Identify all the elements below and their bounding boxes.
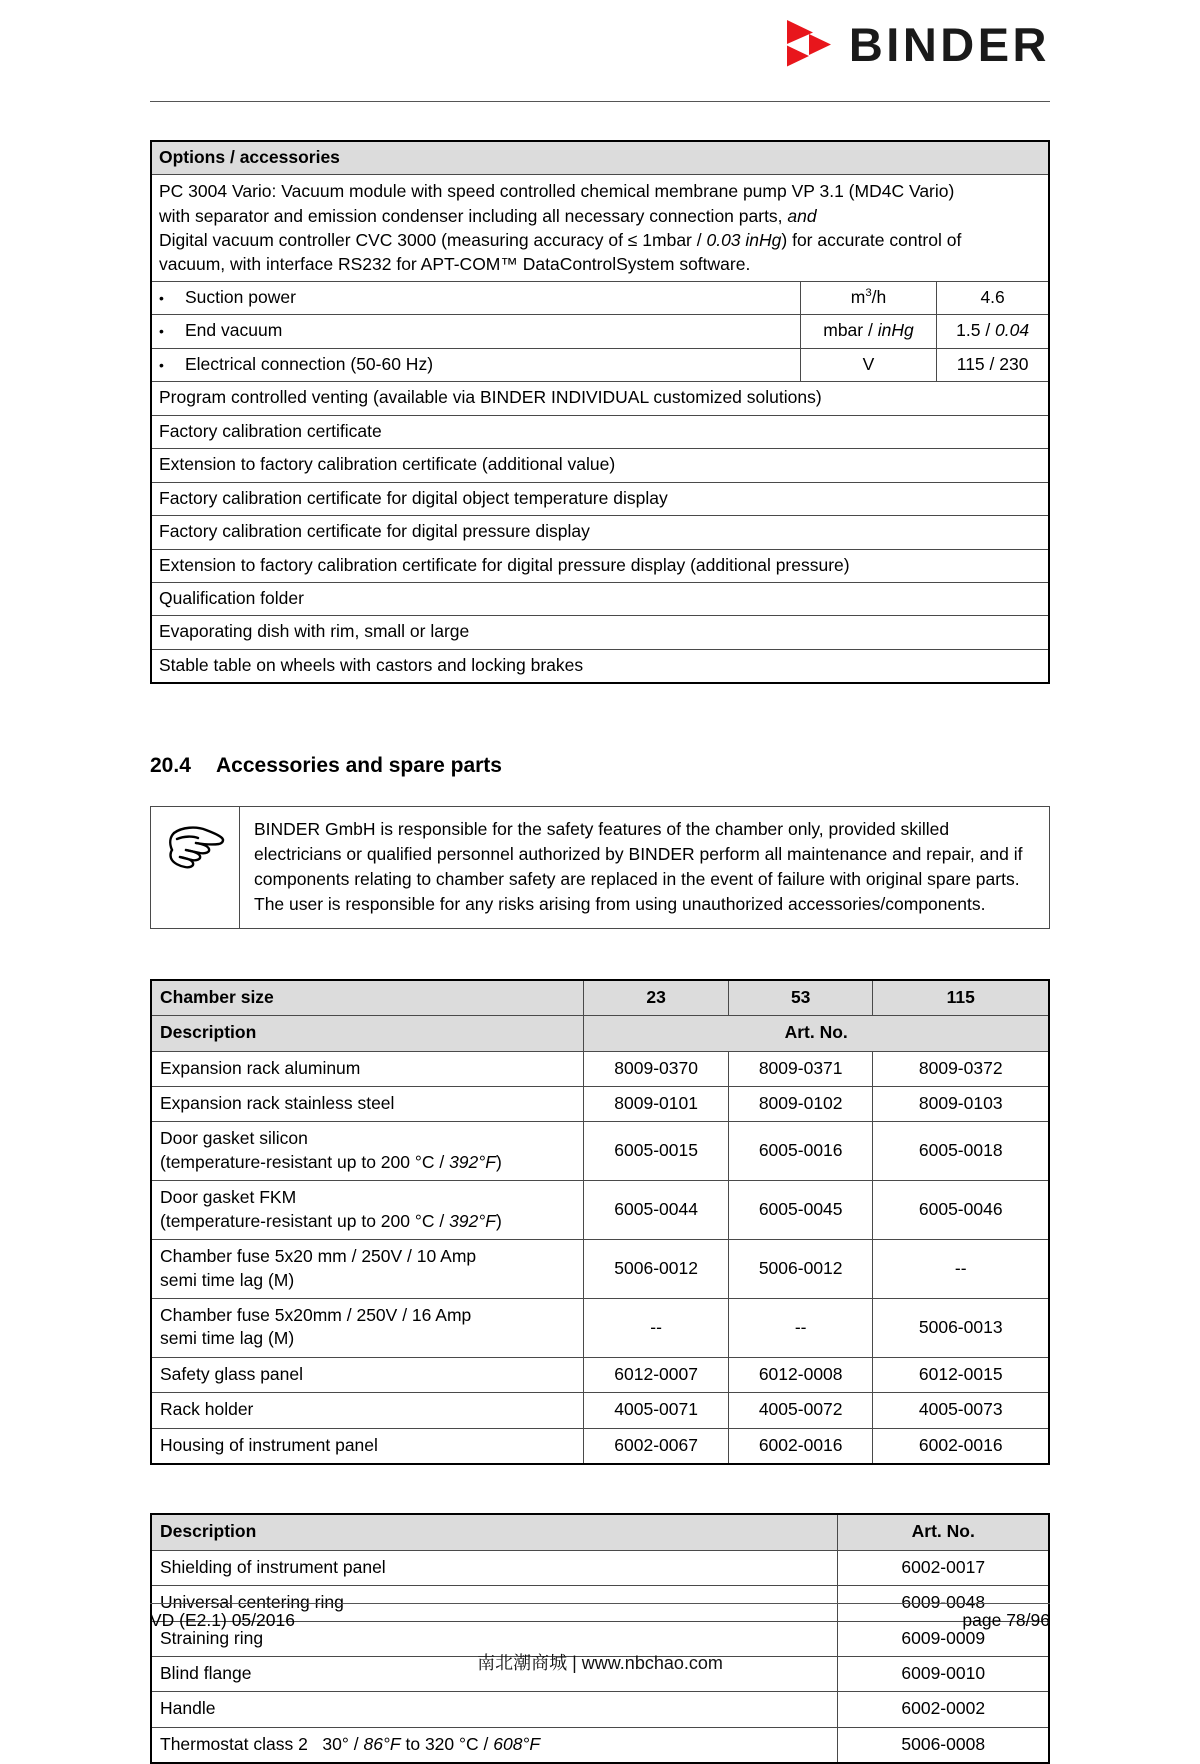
note-text: BINDER GmbH is responsible for the safety features of the chamber only, provided skilled electricians or qualified personnel authorized by BINDER perform all maintenance and repair, and if components relating to chamber safety are replaced in the event of failure with original spare parts. The user is responsible for any risks arising from using unauthorized accessories/components. bbox=[254, 819, 1023, 914]
row-value-115: 6002-0016 bbox=[873, 1428, 1049, 1464]
row-description-line2: semi time lag (M) bbox=[160, 1269, 295, 1290]
options-intro-row bbox=[151, 175, 1049, 282]
table-row bbox=[151, 1357, 1049, 1392]
option-row bbox=[151, 415, 1049, 448]
row-art-no: 6009-0009 bbox=[838, 1621, 1049, 1656]
options-intro-line-1: PC 3004 Vario: Vacuum module with speed controlled chemical membrane pump VP 3.1 (MD4C Vario) bbox=[159, 181, 955, 202]
row-description-line2: (temperature-resistant up to 200 °C / 392°F) bbox=[160, 1210, 502, 1231]
option-row bbox=[151, 649, 1049, 683]
table-row bbox=[151, 1240, 1049, 1299]
spec-value-cell: 1.5 / 0.04 bbox=[937, 315, 1049, 348]
spec-unit-cell: mbar / inHg bbox=[800, 315, 936, 348]
row-value-115: 6005-0046 bbox=[873, 1181, 1049, 1240]
row-description-line1: Expansion rack aluminum bbox=[160, 1057, 361, 1078]
row-description bbox=[151, 1393, 584, 1428]
row-value-115: 5006-0013 bbox=[873, 1299, 1049, 1358]
row-description-line2: semi time lag (M) bbox=[160, 1328, 295, 1349]
row-description: Straining ring bbox=[151, 1621, 838, 1656]
chamber-size-53: 53 bbox=[728, 980, 873, 1016]
row-value-115: -- bbox=[873, 1240, 1049, 1299]
table-row bbox=[151, 1299, 1049, 1358]
option-label: Factory calibration certificate for digital pressure display bbox=[151, 516, 1049, 549]
row-value-115: 8009-0372 bbox=[873, 1051, 1049, 1086]
row-value-23: 4005-0071 bbox=[584, 1393, 729, 1428]
chamber-size-label: Chamber size bbox=[151, 980, 584, 1016]
row-value-53: 8009-0371 bbox=[728, 1051, 873, 1086]
parts-header-row bbox=[151, 1514, 1049, 1550]
option-label: Qualification folder bbox=[151, 582, 1049, 615]
row-description: Thermostat class 2 30° / 86°F to 320 °C / 608°F bbox=[151, 1727, 838, 1763]
option-row bbox=[151, 449, 1049, 482]
row-description-line1: Rack holder bbox=[160, 1399, 254, 1420]
bullet-icon bbox=[159, 319, 185, 342]
option-row bbox=[151, 516, 1049, 549]
row-description-line1: Chamber fuse 5x20 mm / 250V / 10 Amp bbox=[160, 1246, 477, 1267]
table-row bbox=[151, 1727, 1049, 1763]
table-row bbox=[151, 1692, 1049, 1727]
row-description-line1: Safety glass panel bbox=[160, 1363, 304, 1384]
row-description: Blind flange bbox=[151, 1656, 838, 1691]
table-row bbox=[151, 1181, 1049, 1240]
chamber-header-row bbox=[151, 980, 1049, 1016]
row-value-115: 4005-0073 bbox=[873, 1393, 1049, 1428]
row-description bbox=[151, 1051, 584, 1086]
options-intro-line-2: with separator and emission condenser including all necessary connection parts, and bbox=[159, 205, 817, 226]
table-row bbox=[151, 1393, 1049, 1428]
options-title-row bbox=[151, 141, 1049, 175]
row-value-23: 5006-0012 bbox=[584, 1240, 729, 1299]
spec-label-cell bbox=[151, 282, 800, 315]
spec-label-cell bbox=[151, 315, 800, 348]
row-description-line1: Door gasket silicon bbox=[160, 1128, 308, 1149]
page-footer bbox=[150, 1603, 1050, 1631]
row-value-23: 6012-0007 bbox=[584, 1357, 729, 1392]
row-value-115: 8009-0103 bbox=[873, 1086, 1049, 1121]
row-value-115: 6005-0018 bbox=[873, 1122, 1049, 1181]
option-label: Extension to factory calibration certificate for digital pressure display (additional pressure) bbox=[151, 549, 1049, 582]
spec-label-cell bbox=[151, 348, 800, 381]
row-description bbox=[151, 1086, 584, 1121]
chamber-size-115: 115 bbox=[873, 980, 1049, 1016]
table-row bbox=[151, 1122, 1049, 1181]
binder-triangle-logo-icon bbox=[783, 18, 835, 70]
row-description-line1: Chamber fuse 5x20mm / 250V / 16 Amp bbox=[160, 1305, 472, 1325]
footer-document-code: VD (E2.1) 05/2016 bbox=[150, 1610, 295, 1630]
option-label: Evaporating dish with rim, small or large bbox=[151, 616, 1049, 649]
row-value-53: 5006-0012 bbox=[728, 1240, 873, 1299]
page-header bbox=[150, 0, 1050, 100]
spec-row-electrical-connection bbox=[151, 348, 1049, 381]
row-art-no: 5006-0008 bbox=[838, 1727, 1049, 1763]
spec-value-cell: 4.6 bbox=[937, 282, 1049, 315]
chamber-description-header: Description bbox=[151, 1016, 584, 1051]
row-description-line1: Expansion rack stainless steel bbox=[160, 1092, 395, 1113]
spare-parts-table bbox=[150, 1513, 1050, 1764]
pointing-hand-icon bbox=[164, 819, 226, 878]
spec-unit-cell: V bbox=[800, 348, 936, 381]
row-value-53: 4005-0072 bbox=[728, 1393, 873, 1428]
option-label: Factory calibration certificate bbox=[151, 415, 1049, 448]
header-divider bbox=[150, 101, 1050, 102]
parts-artno-header: Art. No. bbox=[838, 1514, 1049, 1550]
bullet-icon bbox=[159, 353, 185, 376]
options-title-cell: Options / accessories bbox=[151, 141, 1049, 175]
row-art-no: 6002-0017 bbox=[838, 1550, 1049, 1585]
options-intro-line-4: vacuum, with interface RS232 for APT-COM™ DataControlSystem software. bbox=[159, 253, 751, 274]
table-row bbox=[151, 1086, 1049, 1121]
row-value-23: 6005-0015 bbox=[584, 1122, 729, 1181]
row-value-53: 6005-0045 bbox=[728, 1181, 873, 1240]
row-description bbox=[151, 1428, 584, 1464]
chamber-size-23: 23 bbox=[584, 980, 729, 1016]
binder-logo-text: BINDER bbox=[848, 17, 1050, 71]
chamber-subheader-row bbox=[151, 1016, 1049, 1051]
row-description-line2: (temperature-resistant up to 200 °C / 392°F) bbox=[160, 1151, 502, 1172]
row-description bbox=[151, 1122, 584, 1181]
chamber-size-table bbox=[150, 979, 1050, 1466]
row-value-23: 6002-0067 bbox=[584, 1428, 729, 1464]
table-row bbox=[151, 1051, 1049, 1086]
watermark-text: 南北潮商城 | www.nbchao.com bbox=[477, 1653, 723, 1673]
option-row bbox=[151, 482, 1049, 515]
row-value-23: 8009-0370 bbox=[584, 1051, 729, 1086]
option-label: Stable table on wheels with castors and locking brakes bbox=[151, 649, 1049, 683]
spec-row-suction-power bbox=[151, 282, 1049, 315]
parts-description-header: Description bbox=[151, 1514, 838, 1550]
table-row bbox=[151, 1428, 1049, 1464]
options-intro-cell bbox=[151, 175, 1049, 282]
spec-unit-cell: $m^3/h$ bbox=[800, 282, 936, 315]
section-title: Accessories and spare parts bbox=[216, 754, 502, 778]
row-value-23: 6005-0044 bbox=[584, 1181, 729, 1240]
option-row bbox=[151, 582, 1049, 615]
chamber-artno-header: Art. No. bbox=[584, 1016, 1049, 1051]
binder-logo bbox=[783, 18, 1050, 70]
option-label: Factory calibration certificate for digital object temperature display bbox=[151, 482, 1049, 515]
spec-value-cell: 115 / 230 bbox=[937, 348, 1049, 381]
row-description bbox=[151, 1299, 584, 1358]
footer-row bbox=[150, 1610, 1050, 1631]
option-row bbox=[151, 616, 1049, 649]
row-description: Handle bbox=[151, 1692, 838, 1727]
footer-page-number: page 78/96 bbox=[962, 1610, 1050, 1630]
row-value-53: 8009-0102 bbox=[728, 1086, 873, 1121]
row-value-115: 6012-0015 bbox=[873, 1357, 1049, 1392]
row-description: Shielding of instrument panel bbox=[151, 1550, 838, 1585]
row-value-23: -- bbox=[584, 1299, 729, 1358]
section-number: 20.4 bbox=[150, 754, 191, 778]
note-icon-cell bbox=[151, 807, 240, 927]
options-intro-line-3: Digital vacuum controller CVC 3000 (measuring accuracy of ≤ 1mbar / 0.03 inHg) for accurate control of bbox=[159, 229, 962, 250]
row-description-line1: Door gasket FKM bbox=[160, 1187, 297, 1208]
option-row bbox=[151, 549, 1049, 582]
row-value-53: 6002-0016 bbox=[728, 1428, 873, 1464]
row-description-line1: Housing of instrument panel bbox=[160, 1434, 378, 1455]
row-art-no: 6009-0048 bbox=[838, 1586, 1049, 1621]
row-description: Universal centering ring bbox=[151, 1586, 838, 1621]
option-label: Extension to factory calibration certificate (additional value) bbox=[151, 449, 1049, 482]
note-box bbox=[150, 806, 1050, 928]
row-value-53: -- bbox=[728, 1299, 873, 1358]
option-label: Program controlled venting (available via BINDER INDIVIDUAL customized solutions) bbox=[151, 382, 1049, 415]
spec-row-end-vacuum bbox=[151, 315, 1049, 348]
row-description bbox=[151, 1240, 584, 1299]
footer-divider bbox=[150, 1603, 1050, 1604]
row-value-53: 6012-0008 bbox=[728, 1357, 873, 1392]
spec-label: End vacuum bbox=[185, 320, 283, 341]
options-accessories-table bbox=[150, 140, 1050, 684]
row-description bbox=[151, 1181, 584, 1240]
option-row bbox=[151, 382, 1049, 415]
row-art-no: 6002-0002 bbox=[838, 1692, 1049, 1727]
bullet-icon bbox=[159, 286, 185, 309]
row-value-53: 6005-0016 bbox=[728, 1122, 873, 1181]
row-art-no: 6009-0010 bbox=[838, 1656, 1049, 1691]
spec-label: Electrical connection (50-60 Hz) bbox=[185, 353, 434, 374]
table-row bbox=[151, 1550, 1049, 1585]
row-value-23: 8009-0101 bbox=[584, 1086, 729, 1121]
section-heading bbox=[150, 754, 1050, 778]
row-description bbox=[151, 1357, 584, 1392]
spec-label: Suction power bbox=[185, 287, 296, 307]
